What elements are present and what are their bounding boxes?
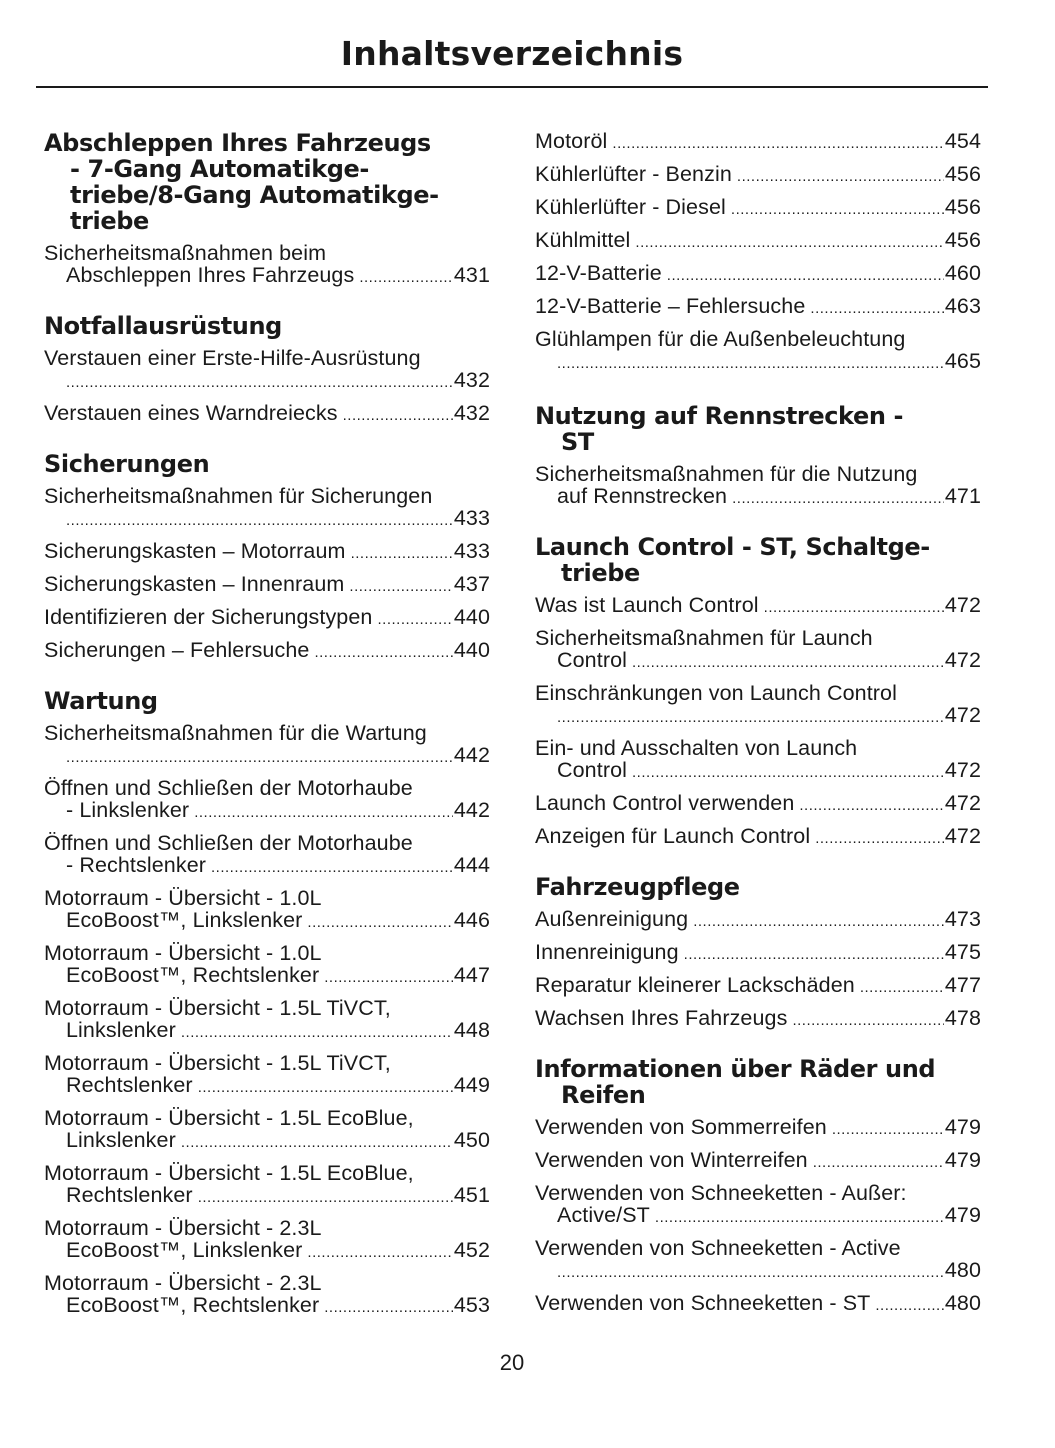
dot-leader [764,597,944,619]
dot-leader [181,1132,453,1154]
toc-entry-row [44,1129,490,1154]
toc-entry-title-continued: auf Rennstrecken [557,484,728,508]
dot-leader [359,267,452,289]
toc-entry-title-continued: - Linkslenker [66,798,190,822]
toc-entry-row [535,163,981,188]
page-number: 20 [499,1350,525,1375]
toc-entry-kühlerlüfter-benzin[interactable] [535,163,981,188]
toc-entry-row [535,908,981,933]
toc-entry-title: Motorraum - Übersicht - 1.5L EcoBlue, [44,1106,414,1130]
toc-page-number: 444 [453,853,490,877]
toc-entry-wachsen-ihres-fahrzeugs[interactable] [535,1007,981,1032]
section-heading-line: Fahrzeugpflege [535,873,740,901]
toc-entry-title-continued: EcoBoost™, Linkslenker [66,908,303,932]
toc-entry-row [535,649,981,674]
toc-page-number: 456 [944,195,981,219]
dot-leader [307,1242,452,1264]
toc-page-number: 432 [453,401,490,425]
toc-page-number: 472 [944,824,981,848]
section-heading[interactable] [44,451,490,477]
toc-entry-row [535,1149,981,1174]
toc-entry-title: Reparatur kleinerer Lackschäden [535,973,855,997]
toc-entry-title-continued: Rechtslenker [66,1183,193,1207]
toc-entry-title: Motoröl [535,129,608,153]
toc-page-number: 446 [453,908,490,932]
toc-entry-kühlmittel[interactable] [535,229,981,254]
toc-entry-row [44,540,490,565]
toc-page-number: 463 [944,294,981,318]
toc-entry-motorraum-übersicht-1-5l-tivct[interactable] [44,1052,490,1099]
toc-entry-title: Motorraum - Übersicht - 1.5L TiVCT, [44,1051,391,1075]
toc-entry-12-v-batterie-fehlersuche[interactable] [535,295,981,320]
toc-entry-motorraum-übersicht-2-3l[interactable] [44,1272,490,1319]
toc-entry-title: Anzeigen für Launch Control [535,824,811,848]
toc-entry-einschränkungen-von-launch-control[interactable] [535,682,981,729]
toc-entry-title: Sicherungskasten – Motorraum [44,539,346,563]
toc-entry-öffnen-und-schließen-der-motorhaube[interactable] [44,832,490,879]
dot-leader [343,405,453,427]
toc-page-number: 454 [944,129,981,153]
toc-entry-row [44,1294,490,1319]
toc-entry-verwenden-von-schneeketten-st[interactable] [535,1292,981,1317]
toc-entry-sicherungen-fehlersuche[interactable] [44,639,490,664]
toc-entry-row [535,941,981,966]
section-heading[interactable] [44,688,490,714]
toc-entry-title: Motorraum - Übersicht - 1.0L [44,886,322,910]
toc-page-number: 480 [944,1291,981,1315]
toc-page-number: 480 [944,1258,981,1282]
toc-entry-row [44,1019,490,1044]
toc-page-number: 465 [944,349,981,373]
toc-entry-row [535,825,981,850]
toc-page-number: 479 [944,1148,981,1172]
toc-page-number: 432 [453,368,490,392]
toc-page-number: 442 [453,743,490,767]
dot-leader [792,1010,943,1032]
toc-entry-sicherheitsmaßnahmen-für-die-wartung[interactable] [44,722,490,769]
toc-section [535,1056,981,1317]
dot-leader [557,707,944,729]
dot-leader [377,609,452,631]
dot-leader [731,199,944,221]
toc-entry-title: Glühlampen für die Außenbeleuchtung [535,327,906,351]
toc-entry-12-v-batterie[interactable] [535,262,981,287]
toc-entry-öffnen-und-schließen-der-motorhaube[interactable] [44,777,490,824]
toc-entry-row [535,974,981,999]
toc-entry-motorraum-übersicht-2-3l[interactable] [44,1217,490,1264]
toc-entry-row [535,704,981,729]
section-heading-line: Nutzung auf Rennstrecken - [535,402,904,430]
toc-entry-row [535,229,981,254]
toc-entry-row [44,369,490,394]
toc-page-number: 449 [453,1073,490,1097]
toc-entry-sicherungskasten-innenraum[interactable] [44,573,490,598]
toc-column-right [535,130,981,1325]
toc-entry-title: Verstauen einer Erste-Hilfe-Ausrüstung [44,346,421,370]
toc-entry-was-ist-launch-control[interactable] [535,594,981,619]
toc-entry-title-continued: Control [557,648,628,672]
page-title: Inhaltsverzeichnis [340,34,684,73]
dot-leader [632,652,944,674]
toc-entry-title: Motorraum - Übersicht - 1.0L [44,941,322,965]
section-heading-line: ST [561,428,594,456]
toc-entry-identifizieren-der-sicherungstypen[interactable] [44,606,490,631]
dot-leader [66,747,453,769]
section-heading-line: Reifen [561,1081,646,1109]
section-heading-line: triebe [70,207,149,235]
toc-entry-title: Sicherheitsmaßnahmen für die Wartung [44,721,427,745]
toc-entry-title: 12-V-Batterie [535,261,662,285]
toc-entry-verwenden-von-schneeketten-außer[interactable] [535,1182,981,1229]
toc-entry-row [44,1074,490,1099]
toc-entry-innenreinigung[interactable] [535,941,981,966]
toc-entry-title-continued: Control [557,758,628,782]
toc-entry-row [535,350,981,375]
toc-entry-verstauen-einer-erste-hilfe-ausrüstung[interactable] [44,347,490,394]
toc-entry-row [535,1116,981,1141]
dot-leader [324,967,453,989]
toc-page-number: 479 [944,1115,981,1139]
dot-leader [349,576,452,598]
toc-entry-title: Launch Control verwenden [535,791,795,815]
toc-entry-row [44,402,490,427]
dot-leader [832,1119,944,1141]
dot-leader [810,298,943,320]
toc-page-number: 472 [944,593,981,617]
toc-entry-title-continued: EcoBoost™, Rechtslenker [66,963,320,987]
dot-leader [635,232,943,254]
toc-entry-row [535,1007,981,1032]
toc-entry-title: Motorraum - Übersicht - 2.3L [44,1216,322,1240]
dot-leader [860,977,944,999]
toc-entry-verstauen-eines-warndreiecks[interactable] [44,402,490,427]
dot-leader [813,1152,944,1174]
toc-entry-title-continued: Active/ST [557,1203,650,1227]
toc-page-number: 433 [453,506,490,530]
section-heading-line: triebe/8-Gang Automatikge- [70,181,439,209]
dot-leader [557,1262,944,1284]
section-heading-line: - 7-Gang Automatikge- [70,155,369,183]
toc-page-number: 478 [944,1006,981,1030]
toc-entry-sicherheitsmaßnahmen-für-launch[interactable] [535,627,981,674]
dot-leader [632,762,944,784]
toc-entry-title: Verstauen eines Warndreiecks [44,401,338,425]
toc-entry-motorraum-übersicht-1-0l[interactable] [44,887,490,934]
toc-entry-title: Sicherungskasten – Innenraum [44,572,345,596]
toc-section [535,534,981,850]
toc-page-number: 440 [453,605,490,629]
toc-entry-title: Verwenden von Winterreifen [535,1148,808,1172]
toc-section [535,130,981,375]
toc-entry-title: Sicherheitsmaßnahmen für die Nutzung [535,462,918,486]
section-heading-line: triebe [561,559,640,587]
toc-column-left [44,130,490,1327]
toc-entry-row [535,1204,981,1229]
toc-entry-kühlerlüfter-diesel[interactable] [535,196,981,221]
toc-entry-row [44,1239,490,1264]
section-heading[interactable] [44,130,490,234]
toc-section [535,403,981,510]
toc-entry-title-continued: EcoBoost™, Linkslenker [66,1238,303,1262]
dot-leader [181,1022,453,1044]
toc-entry-title: Verwenden von Schneeketten - ST [535,1291,871,1315]
toc-entry-row [44,264,490,289]
toc-entry-sicherheitsmaßnahmen-beim[interactable] [44,242,490,289]
toc-entry-title: Verwenden von Schneeketten - Active [535,1236,901,1260]
toc-page-number: 437 [453,572,490,596]
dot-leader [815,828,944,850]
dot-leader [314,642,452,664]
toc-section [44,688,490,1319]
toc-entry-title: Öffnen und Schließen der Motorhaube [44,831,413,855]
toc-page-number: 472 [944,758,981,782]
dot-leader [693,911,944,933]
dot-leader [198,1187,453,1209]
toc-entry-title-continued: Linkslenker [66,1128,176,1152]
toc-page-number: 433 [453,539,490,563]
dot-leader [655,1207,944,1229]
dot-leader [737,166,944,188]
toc-entry-launch-control-verwenden[interactable] [535,792,981,817]
toc-page-number: 451 [453,1183,490,1207]
dot-leader [66,372,453,394]
toc-entry-anzeigen-für-launch-control[interactable] [535,825,981,850]
toc-entry-title: Was ist Launch Control [535,593,759,617]
title-divider [36,86,988,88]
toc-page-number: 442 [453,798,490,822]
toc-entry-außenreinigung[interactable] [535,908,981,933]
toc-entry-title: Innenreinigung [535,940,679,964]
toc-entry-row [535,295,981,320]
toc-entry-row [535,594,981,619]
toc-entry-sicherungskasten-motorraum[interactable] [44,540,490,565]
toc-entry-title-continued: Abschleppen Ihres Fahrzeugs [66,263,355,287]
toc-entry-title: Kühlmittel [535,228,631,252]
toc-section [44,130,490,289]
dot-leader [875,1295,943,1317]
toc-page-number: 479 [944,1203,981,1227]
toc-entry-row [535,130,981,155]
toc-page-number: 450 [453,1128,490,1152]
toc-entry-row [44,854,490,879]
toc-section [44,451,490,664]
toc-section [535,874,981,1032]
toc-entry-row [44,639,490,664]
toc-page-number: 431 [453,263,490,287]
toc-entry-reparatur-kleinerer-lackschäden[interactable] [535,974,981,999]
toc-entry-ein-und-ausschalten-von-launch[interactable] [535,737,981,784]
toc-entry-title: Einschränkungen von Launch Control [535,681,897,705]
toc-entry-motorraum-übersicht-1-5l-tivct[interactable] [44,997,490,1044]
toc-entry-row [535,792,981,817]
toc-section [44,313,490,427]
dot-leader [799,795,943,817]
section-heading-line: Abschleppen Ihres Fahrzeugs [44,129,431,157]
toc-page-number: 447 [453,963,490,987]
section-heading[interactable] [535,403,981,455]
toc-entry-row [44,1184,490,1209]
dot-leader [667,265,944,287]
toc-entry-title-continued: - Rechtslenker [66,853,207,877]
dot-leader [684,944,944,966]
toc-entry-title: Verwenden von Sommerreifen [535,1115,827,1139]
dot-leader [307,912,452,934]
toc-entry-row [44,744,490,769]
toc-entry-row [535,262,981,287]
dot-leader [612,133,943,155]
toc-entry-motorraum-übersicht-1-5l-ecoblue[interactable] [44,1107,490,1154]
toc-page-number: 477 [944,973,981,997]
toc-entry-title: Sicherheitsmaßnahmen beim [44,241,327,265]
toc-page-number: 453 [453,1293,490,1317]
toc-entry-title: Identifizieren der Sicherungstypen [44,605,373,629]
toc-entry-row [44,799,490,824]
toc-entry-title: Außenreinigung [535,907,689,931]
toc-page-number: 456 [944,162,981,186]
toc-entry-verwenden-von-sommerreifen[interactable] [535,1116,981,1141]
dot-leader [194,802,453,824]
toc-entry-title: Verwenden von Schneeketten - Außer: [535,1181,907,1205]
toc-entry-sicherheitsmaßnahmen-für-die-nutzung[interactable] [535,463,981,510]
toc-entry-verwenden-von-winterreifen[interactable] [535,1149,981,1174]
toc-page-number: 472 [944,703,981,727]
toc-entry-title: Motorraum - Übersicht - 1.5L TiVCT, [44,996,391,1020]
toc-entry-motorraum-übersicht-1-5l-ecoblue[interactable] [44,1162,490,1209]
toc-page-number: 475 [944,940,981,964]
toc-entry-row [535,1292,981,1317]
dot-leader [66,510,453,532]
toc-entry-row [44,909,490,934]
dot-leader [351,543,453,565]
section-heading[interactable] [44,313,490,339]
section-heading-line: Wartung [44,687,158,715]
toc-entry-glühlampen-für-die-außenbeleuchtung[interactable] [535,328,981,375]
dot-leader [211,857,453,879]
toc-entry-row [535,485,981,510]
toc-page-number: 452 [453,1238,490,1262]
section-heading-line: Sicherungen [44,450,210,478]
section-heading-line: Informationen über Räder und [535,1055,936,1083]
toc-page-number: 456 [944,228,981,252]
toc-page-number: 460 [944,261,981,285]
toc-entry-motoröl[interactable] [535,130,981,155]
section-heading[interactable] [535,874,981,900]
toc-entry-row [44,606,490,631]
toc-entry-sicherheitsmaßnahmen-für-sicherungen[interactable] [44,485,490,532]
section-heading[interactable] [535,534,981,586]
toc-entry-title-continued: EcoBoost™, Rechtslenker [66,1293,320,1317]
dot-leader [557,353,944,375]
toc-page-number: 473 [944,907,981,931]
toc-entry-title-continued: Linkslenker [66,1018,176,1042]
dot-leader [732,488,944,510]
dot-leader [324,1297,453,1319]
toc-page-number: 472 [944,648,981,672]
dot-leader [198,1077,453,1099]
toc-entry-title: 12-V-Batterie – Fehlersuche [535,294,806,318]
toc-entry-title: Wachsen Ihres Fahrzeugs [535,1006,788,1030]
toc-page-number: 448 [453,1018,490,1042]
toc-entry-title: Sicherungen – Fehlersuche [44,638,310,662]
toc-entry-title: Kühlerlüfter - Diesel [535,195,726,219]
toc-page-number: 471 [944,484,981,508]
toc-entry-title: Motorraum - Übersicht - 1.5L EcoBlue, [44,1161,414,1185]
toc-entry-row [535,196,981,221]
toc-entry-row [535,759,981,784]
toc-entry-title-continued: Rechtslenker [66,1073,193,1097]
section-heading[interactable] [535,1056,981,1108]
section-heading-line: Notfallausrüstung [44,312,282,340]
toc-entry-title: Sicherheitsmaßnahmen für Launch [535,626,873,650]
toc-entry-row [535,1259,981,1284]
toc-entry-title: Öffnen und Schließen der Motorhaube [44,776,413,800]
toc-entry-verwenden-von-schneeketten-active[interactable] [535,1237,981,1284]
toc-entry-title: Sicherheitsmaßnahmen für Sicherungen [44,484,433,508]
toc-entry-title: Motorraum - Übersicht - 2.3L [44,1271,322,1295]
toc-entry-row [44,507,490,532]
toc-entry-row [44,573,490,598]
toc-entry-row [44,964,490,989]
toc-page-number: 472 [944,791,981,815]
toc-entry-motorraum-übersicht-1-0l[interactable] [44,942,490,989]
toc-entry-title: Ein- und Ausschalten von Launch [535,736,858,760]
section-heading-line: Launch Control - ST, Schaltge- [535,533,930,561]
toc-entry-title: Kühlerlüfter - Benzin [535,162,732,186]
toc-page-number: 440 [453,638,490,662]
